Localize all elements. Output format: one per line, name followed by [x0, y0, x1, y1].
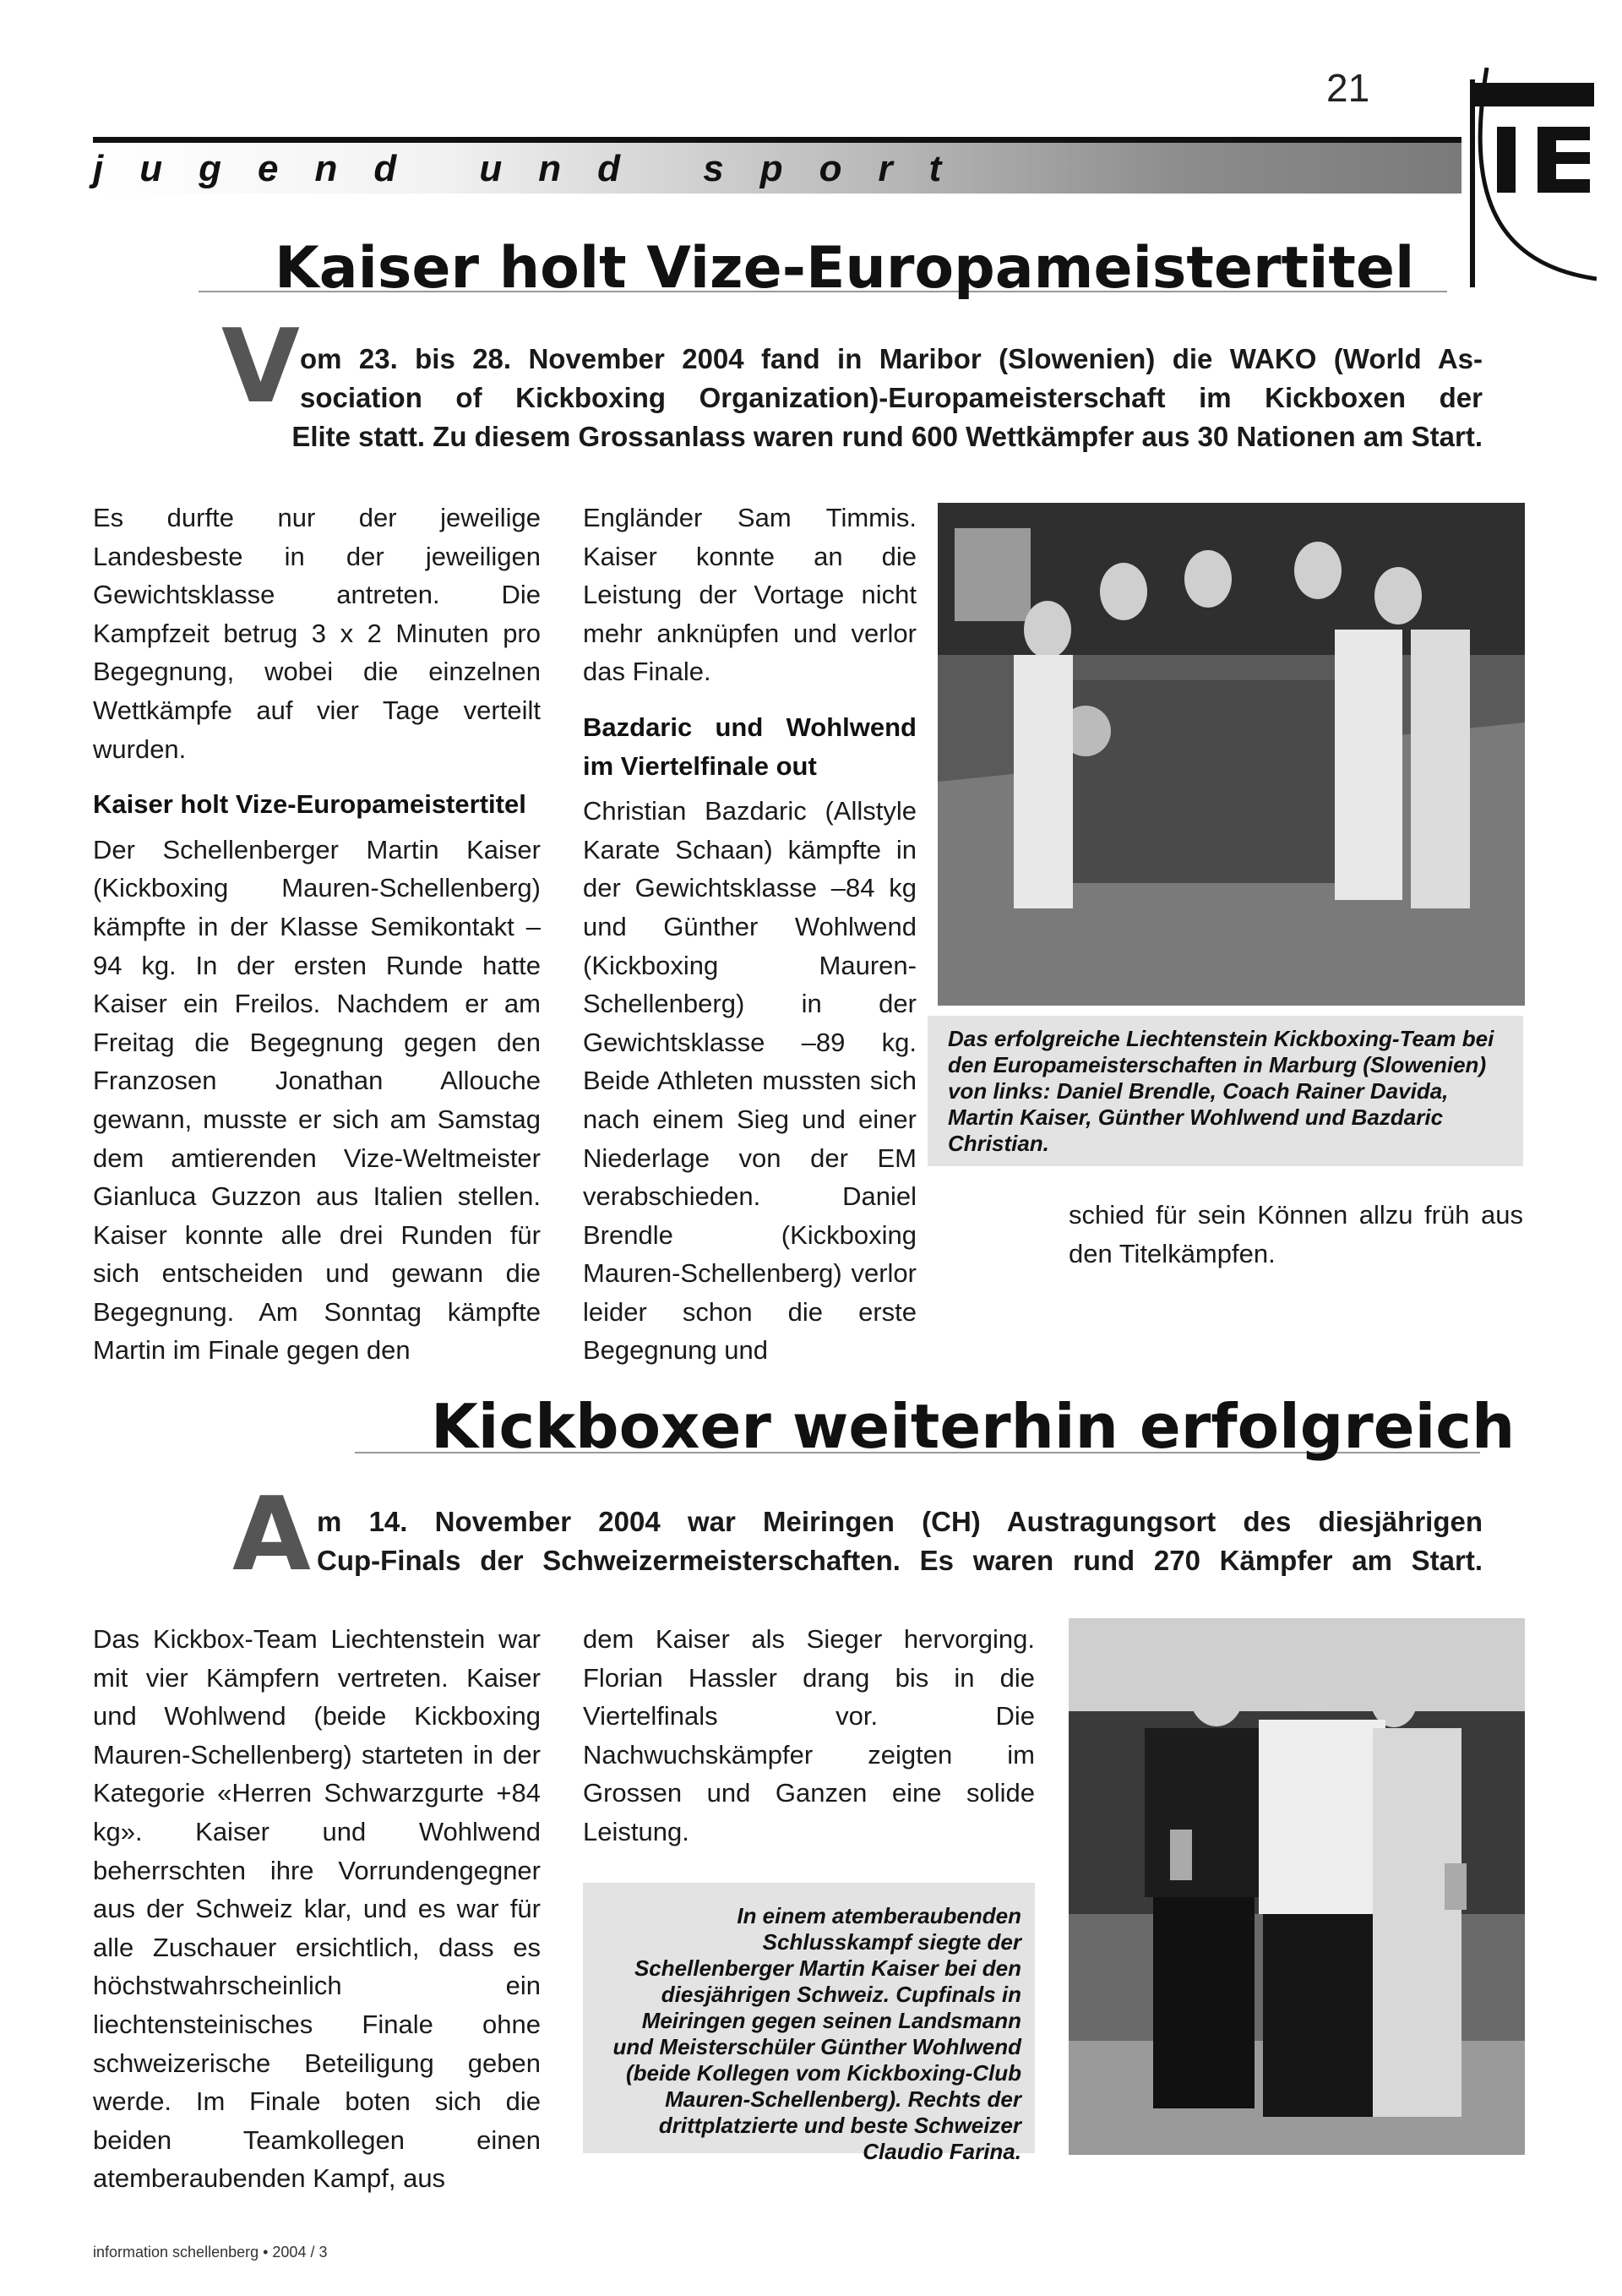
winners-photo — [1069, 1618, 1525, 2155]
article-column — [583, 499, 917, 1370]
paragraph: Das Kickbox-Team Liechtenstein war mit vier Kämpfern vertreten. Kaiser und Wohlwend (beide Kickboxing Mauren-Schellenberg) starteten in der Kategorie «Herren Schwarzgurte +84 kg». Kaiser und Wohlwend beherrschten ihre Vorrundengegner aus der Schweiz klar, und es war für alle Zuschauer ersichtlich, dass es höchstwahrscheinlich ein liechtensteinisches Finale ohne schweizerische Beteiligung geben werde. Im Finale boten sich die beiden Teamkollegen einen atemberaubenden Kampf, aus — [93, 1624, 541, 2194]
photo-caption: In einem atemberaubenden Schlusskampf siegte der Schellenberger Martin Kaiser bei den diesjährigen Schweiz. Cupfinals in Meiringen gegen seinen Landsmann und Meisterschüler Günther Wohlwend (beide Kollegen vom Kickboxing-Club Mauren-Schellenberg). Rechts der drittplatzierte und beste Schweizer Claudio Farina. — [612, 1903, 1021, 2164]
article-column — [1069, 1196, 1523, 1273]
paragraph: Der Schellenberger Martin Kaiser (Kickboxing Mauren-Schellenberg) kämpfte in der Klasse Semikontakt –94 kg. In der ersten Runde hatte Kaiser ein Freilos. Nachdem er am Freitag die Begegnung gegen den Franzosen Jonathan Allouche gewann, musste er sich am Samstag dem amtierenden Vize-Weltmeister Gianluca Guzzon aus Italien stellen. Kaiser konnte alle drei Runden für sich entscheiden und gewann die Begegnung. Am Sonntag kämpfte Martin im Finale gegen den — [93, 834, 541, 1366]
photo-caption-box — [928, 1016, 1523, 1166]
article-column — [93, 499, 541, 1370]
lead-line: Cup-Finals der Schweizermeisterschaften. Es waren rund 270 Kämpfer am Start. — [317, 1545, 1483, 1576]
paragraph: dem Kaiser als Sieger hervorging. Florian Hassler drang bis in die Viertelfinals vor. Die Nachwuchskämpfer zeigten im Grossen und Ganzen eine solide Leistung. — [583, 1624, 1035, 1846]
section-label: jugend und sport — [93, 148, 978, 189]
team-photo — [938, 503, 1525, 1006]
lead-line: Elite statt. Zu diesem Grossanlass waren rund 600 Wettkämpfer aus 30 Nationen am Start. — [291, 421, 1483, 452]
lead-line: m 14. November 2004 war Meiringen (CH) Austragungsort des diesjährigen — [317, 1506, 1483, 1537]
magazine-logo-icon — [1428, 68, 1597, 287]
drop-cap: A — [232, 1476, 311, 1594]
photo-caption-box — [583, 1883, 1035, 2164]
article-title: Kaiser holt Vize-Europameistertitel — [275, 235, 1415, 302]
paragraph: Engländer Sam Timmis. Kaiser konnte an die Leistung der Vortage nicht mehr anknüpfen und verlor das Finale. — [583, 503, 917, 687]
article-column — [93, 1620, 541, 2198]
page-number: 21 — [1326, 66, 1370, 110]
paragraph: Es durfte nur der jeweilige Landesbeste in der jeweiligen Gewichtsklasse antreten. Die Kampfzeit betrug 3 x 2 Minuten pro Begegnung, wobei die einzelnen Wettkämpfe auf vier Tage verteilt wurden. — [93, 503, 541, 764]
lead-line: sociation of Kickboxing Organization)-Europameisterschaft im Kickboxen der — [300, 382, 1483, 413]
photo-caption: Das erfolgreiche Liechtenstein Kickboxing-Team bei den Europameisterschaften in Marburg (Slowenien) von links: Daniel Brendle, Coach Rainer Davida, Martin Kaiser, Günther Wohlwend und Bazdaric Christian. — [948, 1026, 1494, 1156]
lead-line: om 23. bis 28. November 2004 fand in Maribor (Slowenien) die WAKO (World As- — [300, 343, 1483, 374]
subheading: Kaiser holt Vize-Europameistertitel — [93, 789, 526, 820]
paragraph: Christian Bazdaric (Allstyle Karate Schaan) kämpfte in der Gewichtsklasse –84 kg und Günther Wohlwend (Kickboxing Mauren-Schellenberg) in der Gewichtsklasse –89 kg. Beide Athleten mussten sich nach einem Sieg und einer Niederlage von der EM verabschieden. Daniel Brendle (Kickboxing Mauren-Schellenberg) verlor leider schon die erste Begegnung und — [583, 796, 917, 1366]
footer: information schellenberg • 2004 / 3 — [93, 2244, 328, 2261]
article-title: Kickboxer weiterhin erfolgreich — [431, 1391, 1516, 1462]
subheading: Bazdaric und Wohlwend im Viertelfinale out — [583, 712, 917, 781]
paragraph: schied für sein Können allzu früh aus den Titelkämpfen. — [1069, 1200, 1523, 1268]
article-column — [583, 1620, 1035, 1852]
drop-cap: V — [221, 308, 300, 426]
